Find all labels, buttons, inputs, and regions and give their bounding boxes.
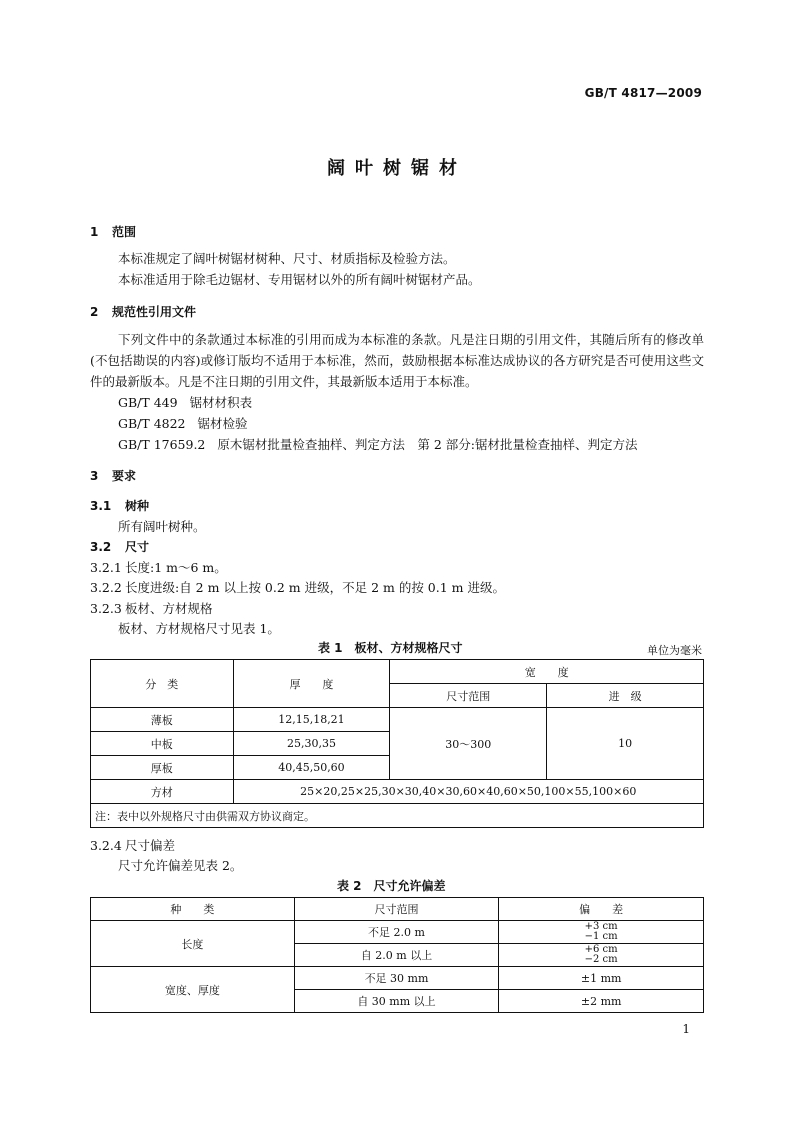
deviation-minus: −2 cm xyxy=(584,954,618,965)
reference-item xyxy=(118,435,638,453)
reference-code: GB/T 4822 xyxy=(118,416,186,431)
clause-3-2-2 xyxy=(90,578,505,596)
standard-code: GB/T 4817—2009 xyxy=(584,86,702,100)
clause-3-2-4 xyxy=(90,836,175,854)
clause-text: 长度进级:自 2 m 以上按 0.2 m 进级，不足 2 m 的按 0.1 m 进级。 xyxy=(125,580,505,595)
reference-item xyxy=(118,414,248,432)
reference-code: GB/T 17659.2 xyxy=(118,437,206,452)
clause-text: 尺寸偏差 xyxy=(125,838,176,853)
table-1-note: 注：表中以外规格尺寸由供需双方协议商定。 xyxy=(91,804,704,828)
reference-title: 原木锯材批量检查抽样、判定方法 第 2 部分:锯材批量检查抽样、判定方法 xyxy=(217,437,638,452)
scope-line-1: 本标准规定了阔叶树锯材树种、尺寸、材质指标及检验方法。 xyxy=(118,251,456,266)
range-cell: 自 30 mm 以上 xyxy=(294,990,499,1013)
row-category: 中板 xyxy=(91,732,234,756)
page-number: 1 xyxy=(682,1022,690,1036)
section-title: 范围 xyxy=(112,225,137,239)
scope-line-2: 本标准适用于除毛边锯材、专用锯材以外的所有阔叶树锯材产品。 xyxy=(118,272,481,287)
clause-text: 长度:1 m～6 m。 xyxy=(125,560,227,575)
table-row xyxy=(91,967,704,990)
deviation-minus: −1 cm xyxy=(584,931,618,942)
deviation-plus: +3 cm xyxy=(584,921,618,932)
header-step: 进 级 xyxy=(547,684,704,708)
width-step-value: 10 xyxy=(547,708,704,780)
deviation-cell xyxy=(499,944,704,967)
species-text: 所有阔叶树种。 xyxy=(118,519,206,534)
deviation-cell xyxy=(499,921,704,944)
section-title: 树种 xyxy=(125,499,150,513)
section-3-1-heading xyxy=(90,497,149,514)
section-title: 规范性引用文件 xyxy=(112,305,197,319)
row-category: 方材 xyxy=(91,780,234,804)
kind-length: 长度 xyxy=(91,921,295,967)
table-1-unit: 单位为毫米 xyxy=(647,644,702,657)
section-3-2-heading xyxy=(90,538,149,555)
table-2-reference: 尺寸允许偏差见表 2。 xyxy=(118,858,243,873)
row-thickness: 40,45,50,60 xyxy=(233,756,390,780)
clause-3-2-3 xyxy=(90,599,213,617)
table-row xyxy=(91,921,704,944)
clause-number: 3.2.4 xyxy=(90,838,122,853)
header-width: 宽 度 xyxy=(390,660,704,684)
section-2-heading xyxy=(90,303,196,320)
clause-3-2-1 xyxy=(90,558,227,576)
section-number: 1 xyxy=(90,225,99,239)
section-title: 尺寸 xyxy=(125,540,150,554)
clause-number: 3.2.2 xyxy=(90,580,122,595)
section-title: 要求 xyxy=(112,469,137,483)
table-row xyxy=(91,708,704,732)
header-range: 尺寸范围 xyxy=(390,684,547,708)
header-category: 分 类 xyxy=(91,660,234,708)
kind-width-thickness: 宽度、厚度 xyxy=(91,967,295,1013)
table-1 xyxy=(90,659,704,828)
section-1-heading xyxy=(90,223,136,240)
row-category: 薄板 xyxy=(91,708,234,732)
square-sizes: 25×20,25×25,30×30,40×30,60×40,60×50,100×55,100×60 xyxy=(233,780,703,804)
table-1-reference: 板材、方材规格尺寸见表 1。 xyxy=(118,621,280,636)
reference-title: 锯材材积表 xyxy=(189,395,253,410)
row-category: 厚板 xyxy=(91,756,234,780)
header-range: 尺寸范围 xyxy=(294,898,499,921)
section-number: 3.1 xyxy=(90,499,112,513)
deviation-cell: ±1 mm xyxy=(499,967,704,990)
clause-number: 3.2.1 xyxy=(90,560,122,575)
reference-title: 锯材检验 xyxy=(197,416,248,431)
width-range-value: 30～300 xyxy=(390,708,547,780)
row-thickness: 12,15,18,21 xyxy=(233,708,390,732)
reference-item xyxy=(118,393,252,411)
section-3-heading xyxy=(90,467,136,484)
deviation-cell: ±2 mm xyxy=(499,990,704,1013)
table-row xyxy=(91,780,704,804)
section-number: 2 xyxy=(90,305,99,319)
reference-code: GB/T 449 xyxy=(118,395,178,410)
document-title: 阔叶树锯材 xyxy=(327,158,467,179)
table-2-caption: 表 2 尺寸允许偏差 xyxy=(337,879,446,893)
header-thickness: 厚 度 xyxy=(233,660,390,708)
section-number: 3.2 xyxy=(90,540,112,554)
deviation-plus: +6 cm xyxy=(584,944,618,955)
row-thickness: 25,30,35 xyxy=(233,732,390,756)
range-cell: 自 2.0 m 以上 xyxy=(294,944,499,967)
table-2 xyxy=(90,897,704,1013)
range-cell: 不足 2.0 m xyxy=(294,921,499,944)
clause-number: 3.2.3 xyxy=(90,601,122,616)
header-kind: 种 类 xyxy=(91,898,295,921)
table-1-caption: 表 1 板材、方材规格尺寸 xyxy=(318,641,463,655)
normative-references-paragraph: 下列文件中的条款通过本标准的引用而成为本标准的条款。凡是注日期的引用文件，其随后所有的修改单(不包括勘误的内容)或修订版均不适用于本标准，然而，鼓励根据本标准达成协议的各方研究是否可使用这些文件的最新版本。凡是不注日期的引用文件，其最新版本适用于本标准。 xyxy=(90,332,704,389)
section-number: 3 xyxy=(90,469,99,483)
header-deviation: 偏 差 xyxy=(499,898,704,921)
clause-text: 板材、方材规格 xyxy=(125,601,213,616)
range-cell: 不足 30 mm xyxy=(294,967,499,990)
